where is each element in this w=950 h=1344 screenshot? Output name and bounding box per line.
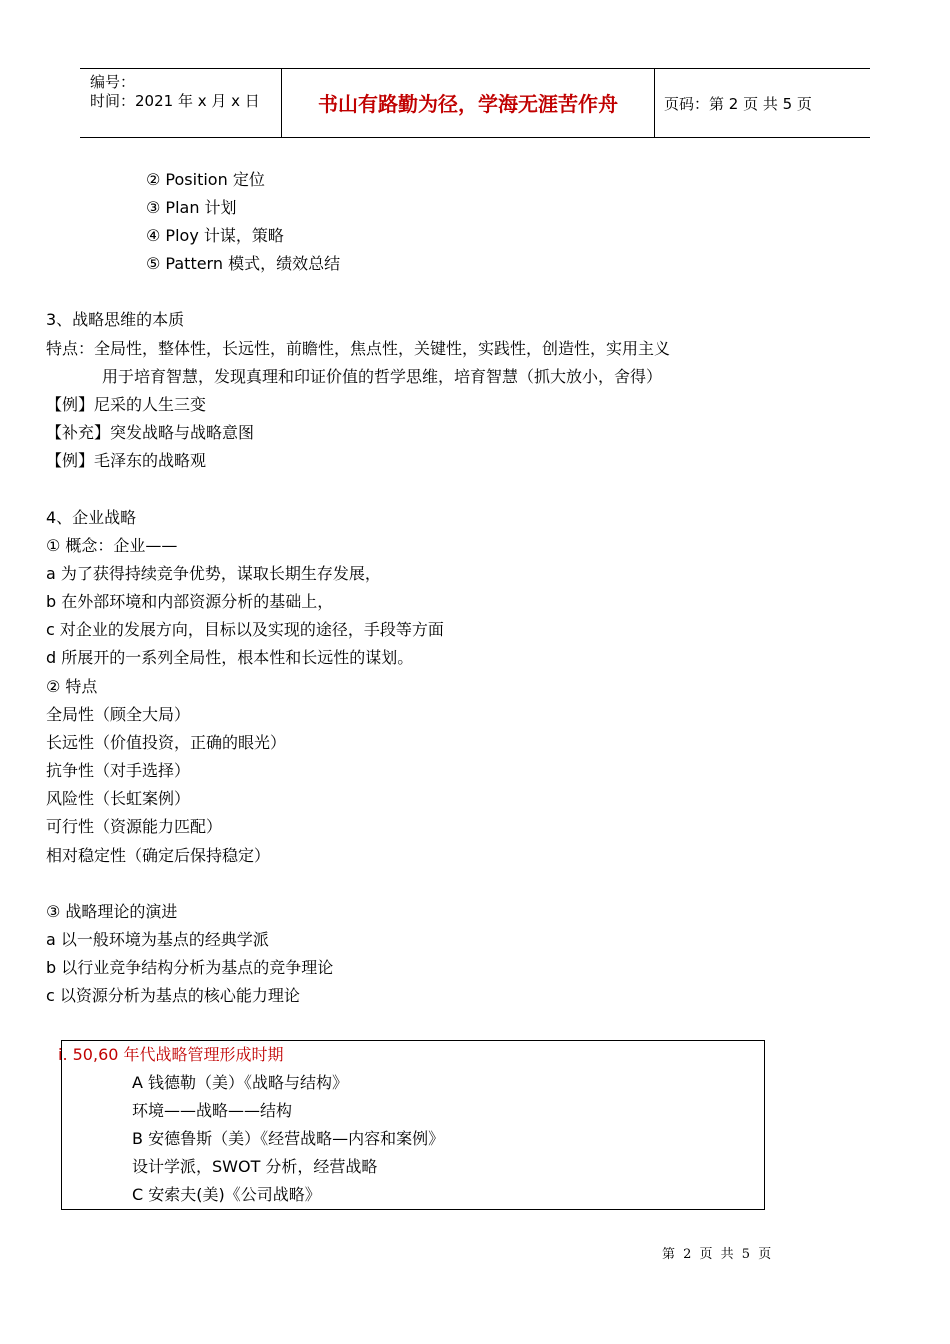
traits-heading: ② 特点: [46, 677, 98, 696]
trait-item: 长远性（价值投资，正确的眼光）: [46, 733, 287, 752]
box-item: C 安索夫(美)《公司战略》: [132, 1185, 321, 1204]
header-page-info: 页码：第 2 页 共 5 页: [664, 95, 812, 113]
box-item: B 安德鲁斯（美）《经营战略—内容和案例》: [132, 1129, 445, 1148]
example-line: 【例】尼采的人生三变: [46, 395, 207, 414]
concept-item: d 所展开的一系列全局性，根本性和长远性的谋划。: [46, 648, 414, 667]
section-heading: 3、战略思维的本质: [46, 310, 185, 329]
trait-item: 可行性（资源能力匹配）: [46, 817, 223, 836]
trait-item: 抗争性（对手选择）: [46, 761, 191, 780]
trait-item: 风险性（长虹案例）: [46, 789, 191, 808]
evolution-item: b 以行业竞争结构分析为基点的竞争理论: [46, 958, 334, 977]
usage-line: 用于培育智慧，发现真理和印证价值的哲学思维，培育智慧（抓大放小，舍得）: [102, 367, 663, 386]
time-label: 时间：2021 年 x 月 x 日: [90, 92, 260, 110]
example-line: 【例】毛泽东的战略观: [46, 451, 207, 470]
evolution-item: a 以一般环境为基点的经典学派: [46, 930, 269, 949]
list-item: ③ Plan 计划: [146, 198, 237, 217]
features-line: 特点：全局性，整体性，长远性，前瞻性，焦点性，关键性，实践性，创造性，实用主义: [46, 339, 671, 358]
section-heading: 4、企业战略: [46, 508, 137, 527]
concept-line: ① 概念：企业——: [46, 536, 178, 555]
concept-item: c 对企业的发展方向，目标以及实现的途径，手段等方面: [46, 620, 444, 639]
box-title: i. 50,60 年代战略管理形成时期: [58, 1045, 284, 1064]
box-item: 设计学派，SWOT 分析，经营战略: [132, 1157, 378, 1176]
list-item: ⑤ Pattern 模式，绩效总结: [146, 254, 341, 273]
page-footer: 第 2 页 共 5 页: [662, 1247, 774, 1262]
evolution-item: c 以资源分析为基点的核心能力理论: [46, 986, 300, 1005]
list-item: ④ Ploy 计谋，策略: [146, 226, 284, 245]
header-motto: 书山有路勤为径，学海无涯苦作舟: [318, 92, 618, 116]
content-box: [58, 1040, 765, 1210]
box-item: A 钱德勒（美）《战略与结构》: [132, 1073, 349, 1092]
supplement-line: 【补充】突发战略与战略意图: [46, 423, 255, 442]
concept-item: b 在外部环境和内部资源分析的基础上，: [46, 592, 334, 611]
evolution-heading: ③ 战略理论的演进: [46, 902, 178, 921]
list-item: ② Position 定位: [146, 170, 265, 189]
page-header: [80, 68, 870, 138]
number-label: 编号：: [90, 73, 136, 91]
trait-item: 全局性（顾全大局）: [46, 705, 191, 724]
box-item: 环境——战略——结构: [132, 1101, 293, 1120]
concept-item: a 为了获得持续竞争优势，谋取长期生存发展，: [46, 564, 381, 583]
header-divider: [654, 69, 655, 137]
trait-item: 相对稳定性（确定后保持稳定）: [46, 846, 271, 865]
